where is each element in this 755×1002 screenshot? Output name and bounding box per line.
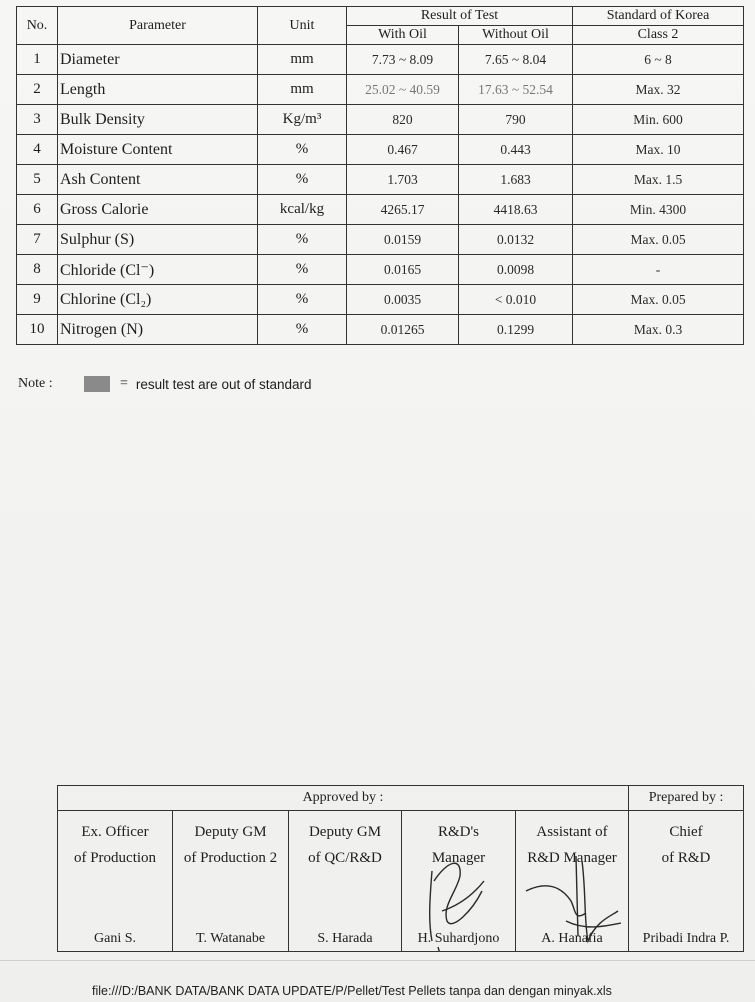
standard-value: Min. 4300 <box>573 195 744 225</box>
row-number: 10 <box>17 315 58 345</box>
unit-cell: % <box>258 285 347 315</box>
approval-header-row <box>58 786 744 811</box>
table-row <box>17 315 744 345</box>
row-number: 3 <box>17 105 58 135</box>
header-with-oil: With Oil <box>347 26 459 45</box>
prepared-by-label: Prepared by : <box>629 786 744 811</box>
with-oil-value: 0.0035 <box>347 285 459 315</box>
parameter-name: Bulk Density <box>58 105 258 135</box>
standard-value: Min. 600 <box>573 105 744 135</box>
unit-cell: % <box>258 315 347 345</box>
header-result-of-test: Result of Test <box>347 7 573 26</box>
signatory-position <box>516 819 628 871</box>
standard-value: Max. 32 <box>573 75 744 105</box>
unit-cell: mm <box>258 75 347 105</box>
without-oil-value: < 0.010 <box>459 285 573 315</box>
table-row <box>17 105 744 135</box>
position-line-1: Deputy GM <box>194 824 267 840</box>
position-line-2: of Production <box>73 850 157 866</box>
parameter-name: Chlorine (Cl₂) <box>58 285 258 315</box>
position-line-2: of QC/R&D <box>308 850 382 866</box>
unit-cell: % <box>258 255 347 285</box>
table-row <box>17 75 744 105</box>
signatory-cell <box>629 811 744 952</box>
row-number: 4 <box>17 135 58 165</box>
page-rule <box>0 960 755 961</box>
position-line-2: R&D Manager <box>527 850 617 866</box>
parameter-name: Gross Calorie <box>58 195 258 225</box>
unit-cell: % <box>258 225 347 255</box>
without-oil-value: 0.1299 <box>459 315 573 345</box>
standard-value: - <box>573 255 744 285</box>
with-oil-value: 0.467 <box>347 135 459 165</box>
with-oil-value: 4265.17 <box>347 195 459 225</box>
note-label: Note : <box>18 376 53 391</box>
row-number: 2 <box>17 75 58 105</box>
with-oil-value: 0.01265 <box>347 315 459 345</box>
signatories-row <box>58 811 744 952</box>
position-line-1: Deputy GM <box>308 824 382 840</box>
with-oil-value: 0.0165 <box>347 255 459 285</box>
parameter-name: Length <box>58 75 258 105</box>
table-row <box>17 45 744 75</box>
with-oil-value: 25.02 ~ 40.59 <box>347 75 459 105</box>
parameter-name: Ash Content <box>58 165 258 195</box>
position-line-1: Ex. Officer <box>81 824 149 840</box>
position-line-1: Chief <box>669 824 703 840</box>
unit-cell: kcal/kg <box>258 195 347 225</box>
table-body <box>17 45 744 345</box>
table-header-row <box>17 7 744 26</box>
standard-value: Max. 0.05 <box>573 285 744 315</box>
signatory-name: T. Watanabe <box>195 931 266 946</box>
row-number: 7 <box>17 225 58 255</box>
header-unit: Unit <box>258 7 347 45</box>
signatory-cell <box>173 811 289 952</box>
header-class-2: Class 2 <box>573 26 744 45</box>
unit-cell: % <box>258 165 347 195</box>
standard-value: Max. 0.05 <box>573 225 744 255</box>
without-oil-value: 790 <box>459 105 573 135</box>
table-row <box>17 135 744 165</box>
with-oil-value: 820 <box>347 105 459 135</box>
signatory-name: H. Suhardjono <box>417 931 500 946</box>
signatory-cell <box>289 811 402 952</box>
position-line-2: of Production 2 <box>183 850 278 866</box>
header-standard-of-korea: Standard of Korea <box>573 7 744 26</box>
table-row <box>17 255 744 285</box>
approved-by-label: Approved by : <box>58 786 629 811</box>
row-number: 9 <box>17 285 58 315</box>
standard-value: 6 ~ 8 <box>573 45 744 75</box>
signatory-name: Pribadi Indra P. <box>642 931 730 946</box>
with-oil-value: 0.0159 <box>347 225 459 255</box>
signatory-position <box>58 819 172 871</box>
signatory-position <box>173 819 288 871</box>
out-of-standard-swatch <box>84 376 110 392</box>
row-number: 6 <box>17 195 58 225</box>
approval-table <box>57 785 744 952</box>
signatory-cell <box>516 811 629 952</box>
note-text: result test are out of standard <box>135 376 312 392</box>
signatory-name: S. Harada <box>317 931 373 946</box>
without-oil-value: 0.0098 <box>459 255 573 285</box>
without-oil-value: 1.683 <box>459 165 573 195</box>
table-row <box>17 225 744 255</box>
without-oil-value: 0.0132 <box>459 225 573 255</box>
table-row <box>17 285 744 315</box>
standard-value: Max. 0.3 <box>573 315 744 345</box>
unit-cell: mm <box>258 45 347 75</box>
legend-note <box>18 376 312 392</box>
table-row <box>17 165 744 195</box>
position-line-2: Manager <box>431 850 486 866</box>
row-number: 5 <box>17 165 58 195</box>
without-oil-value: 0.443 <box>459 135 573 165</box>
file-path-footer: file:///D:/BANK DATA/BANK DATA UPDATE/P/Pellet/Test Pellets tanpa dan dengan minyak.xls <box>92 984 612 998</box>
position-line-2: of R&D <box>661 850 711 866</box>
signatory-cell <box>402 811 516 952</box>
without-oil-value: 17.63 ~ 52.54 <box>459 75 573 105</box>
signatory-name: A. Hanafia <box>541 931 603 946</box>
header-parameter: Parameter <box>58 7 258 45</box>
with-oil-value: 7.73 ~ 8.09 <box>347 45 459 75</box>
table-row <box>17 195 744 225</box>
note-equals: = <box>120 376 128 391</box>
standard-value: Max. 10 <box>573 135 744 165</box>
row-number: 8 <box>17 255 58 285</box>
unit-cell: Kg/m³ <box>258 105 347 135</box>
parameter-name: Chloride (Cl⁻) <box>58 255 258 285</box>
header-without-oil: Without Oil <box>459 26 573 45</box>
without-oil-value: 7.65 ~ 8.04 <box>459 45 573 75</box>
with-oil-value: 1.703 <box>347 165 459 195</box>
signatory-position <box>629 819 743 871</box>
position-line-1: R&D's <box>437 824 480 840</box>
without-oil-value: 4418.63 <box>459 195 573 225</box>
signatory-cell <box>58 811 173 952</box>
header-no: No. <box>17 7 58 45</box>
signatory-position <box>289 819 401 871</box>
standard-value: Max. 1.5 <box>573 165 744 195</box>
position-line-1: Assistant of <box>536 824 608 840</box>
parameter-name: Sulphur (S) <box>58 225 258 255</box>
parameter-name: Diameter <box>58 45 258 75</box>
signatory-name: Gani S. <box>94 931 136 946</box>
test-results-table <box>16 6 744 345</box>
parameter-name: Nitrogen (N) <box>58 315 258 345</box>
row-number: 1 <box>17 45 58 75</box>
signatory-position <box>402 819 515 871</box>
parameter-name: Moisture Content <box>58 135 258 165</box>
unit-cell: % <box>258 135 347 165</box>
